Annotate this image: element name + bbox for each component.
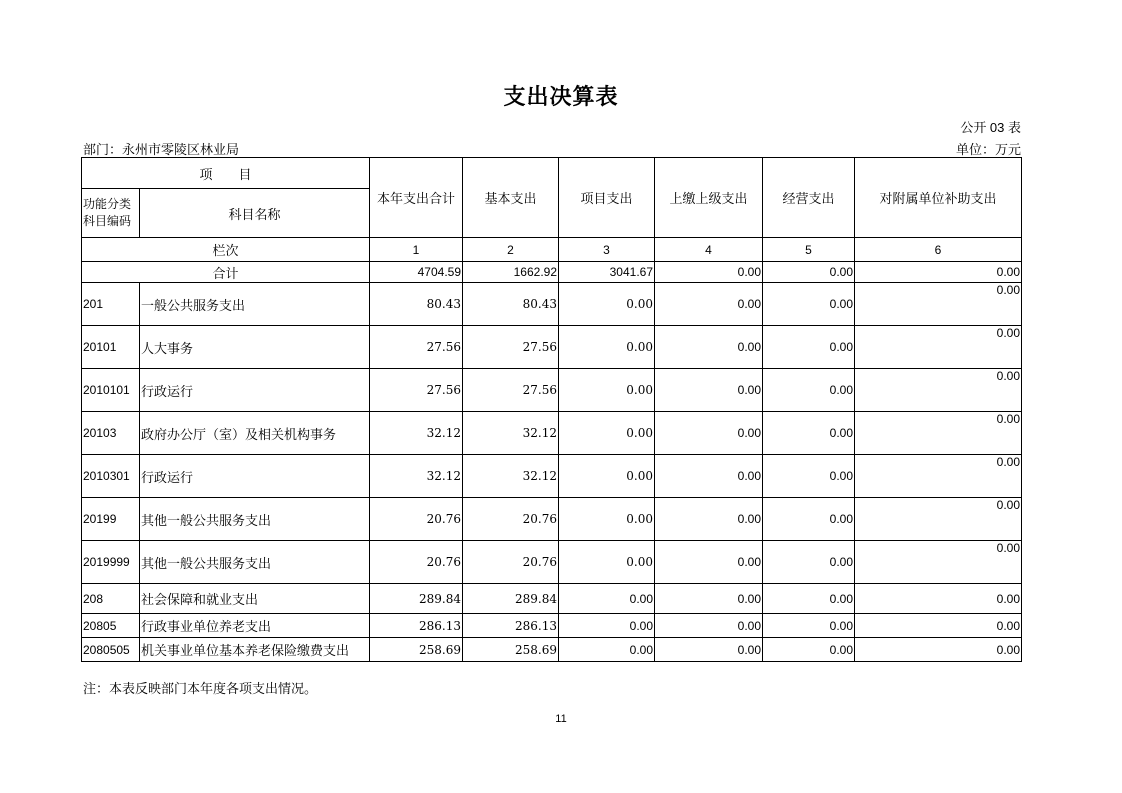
- row-value: 80.43: [463, 283, 559, 326]
- page-number: 11: [555, 713, 567, 725]
- col-num: 1: [370, 238, 463, 262]
- page-title: 支出决算表: [503, 84, 619, 110]
- row-value: 0.00: [855, 412, 1022, 455]
- row-value: 0.00: [655, 614, 763, 638]
- row-value: 0.00: [763, 498, 855, 541]
- row-value: 0.00: [655, 584, 763, 614]
- header-upper: 上缴上级支出: [655, 158, 763, 238]
- table-row: [82, 283, 1022, 326]
- row-value: 0.00: [763, 584, 855, 614]
- row-value: 0.00: [763, 369, 855, 412]
- row-code: 208: [82, 584, 140, 614]
- footnote: 注：本表反映部门本年度各项支出情况。: [83, 682, 318, 697]
- row-value: 0.00: [655, 412, 763, 455]
- row-value: 80.43: [370, 283, 463, 326]
- row-value: 0.00: [763, 412, 855, 455]
- header-subject-name: 科目名称: [140, 189, 370, 238]
- row-value: 0.00: [763, 541, 855, 584]
- row-value: 0.00: [763, 638, 855, 662]
- row-value: 0.00: [763, 326, 855, 369]
- row-value: 0.00: [855, 541, 1022, 584]
- row-code: 2080505: [82, 638, 140, 662]
- row-name: 行政运行: [140, 455, 370, 498]
- row-value: 0.00: [763, 283, 855, 326]
- row-value: 27.56: [463, 369, 559, 412]
- row-name: 政府办公厅（室）及相关机构事务: [140, 412, 370, 455]
- row-code: 20805: [82, 614, 140, 638]
- col-num: 3: [559, 238, 655, 262]
- totals-value: 1662.92: [463, 262, 559, 283]
- row-value: 0.00: [655, 326, 763, 369]
- row-value: 0.00: [655, 638, 763, 662]
- header-col-order: 栏次: [82, 238, 370, 262]
- table-row: [82, 541, 1022, 584]
- row-code: 20101: [82, 326, 140, 369]
- row-value: 20.76: [463, 541, 559, 584]
- row-value: 258.69: [370, 638, 463, 662]
- header-business: 经营支出: [763, 158, 855, 238]
- row-value: 0.00: [559, 455, 655, 498]
- form-number: 公开 03 表: [960, 120, 1021, 135]
- row-code: 201: [82, 283, 140, 326]
- row-value: 286.13: [463, 614, 559, 638]
- department-label: 部门：永州市零陵区林业局: [83, 143, 240, 158]
- row-value: 0.00: [855, 584, 1022, 614]
- row-name: 社会保障和就业支出: [140, 584, 370, 614]
- row-value: 27.56: [463, 326, 559, 369]
- row-value: 0.00: [559, 412, 655, 455]
- row-value: 0.00: [655, 498, 763, 541]
- header-project: 项目支出: [559, 158, 655, 238]
- header-subsidy: 对附属单位补助支出: [855, 158, 1022, 238]
- totals-row: [82, 262, 1022, 283]
- row-name: 行政运行: [140, 369, 370, 412]
- row-value: 0.00: [559, 283, 655, 326]
- table-row: [82, 638, 1022, 662]
- totals-value: 0.00: [855, 262, 1022, 283]
- col-num: 5: [763, 238, 855, 262]
- col-num: 6: [855, 238, 1022, 262]
- row-code: 20199: [82, 498, 140, 541]
- row-value: 0.00: [855, 498, 1022, 541]
- row-value: 258.69: [463, 638, 559, 662]
- header-total: 本年支出合计: [370, 158, 463, 238]
- table-row: [82, 326, 1022, 369]
- totals-value: 4704.59: [370, 262, 463, 283]
- totals-value: 3041.67: [559, 262, 655, 283]
- row-value: 0.00: [655, 455, 763, 498]
- row-value: 32.12: [463, 412, 559, 455]
- row-value: 0.00: [559, 369, 655, 412]
- expenditure-table: [81, 157, 1022, 662]
- row-value: 0.00: [655, 283, 763, 326]
- totals-label: 合计: [82, 262, 370, 283]
- row-name: 其他一般公共服务支出: [140, 498, 370, 541]
- row-name: 人大事务: [140, 326, 370, 369]
- row-value: 0.00: [855, 638, 1022, 662]
- totals-value: 0.00: [655, 262, 763, 283]
- row-value: 0.00: [855, 283, 1022, 326]
- row-value: 0.00: [855, 614, 1022, 638]
- row-name: 机关事业单位基本养老保险缴费支出: [140, 638, 370, 662]
- row-value: 32.12: [370, 412, 463, 455]
- header-basic: 基本支出: [463, 158, 559, 238]
- row-value: 289.84: [370, 584, 463, 614]
- table-row: [82, 369, 1022, 412]
- row-value: 286.13: [370, 614, 463, 638]
- row-code: 20103: [82, 412, 140, 455]
- row-name: 行政事业单位养老支出: [140, 614, 370, 638]
- row-code: 2019999: [82, 541, 140, 584]
- row-value: 20.76: [370, 541, 463, 584]
- row-code: 2010301: [82, 455, 140, 498]
- table-row: [82, 412, 1022, 455]
- row-value: 0.00: [559, 584, 655, 614]
- row-value: 27.56: [370, 369, 463, 412]
- totals-value: 0.00: [763, 262, 855, 283]
- row-value: 32.12: [463, 455, 559, 498]
- row-value: 0.00: [855, 455, 1022, 498]
- table-row: [82, 614, 1022, 638]
- row-value: 0.00: [855, 369, 1022, 412]
- table-row: [82, 584, 1022, 614]
- row-value: 0.00: [559, 541, 655, 584]
- col-num: 2: [463, 238, 559, 262]
- row-value: 0.00: [559, 614, 655, 638]
- row-code: 2010101: [82, 369, 140, 412]
- row-name: 其他一般公共服务支出: [140, 541, 370, 584]
- row-value: 27.56: [370, 326, 463, 369]
- col-num: 4: [655, 238, 763, 262]
- row-value: 0.00: [763, 614, 855, 638]
- table-row: [82, 498, 1022, 541]
- row-value: 0.00: [559, 498, 655, 541]
- row-value: 0.00: [559, 326, 655, 369]
- row-value: 0.00: [655, 369, 763, 412]
- row-value: 20.76: [370, 498, 463, 541]
- row-value: 0.00: [763, 455, 855, 498]
- row-value: 20.76: [463, 498, 559, 541]
- row-value: 289.84: [463, 584, 559, 614]
- row-value: 32.12: [370, 455, 463, 498]
- header-item: 项 目: [82, 158, 370, 189]
- row-value: 0.00: [559, 638, 655, 662]
- row-value: 0.00: [855, 326, 1022, 369]
- header-func-code: 功能分类科目编码: [82, 189, 140, 238]
- row-name: 一般公共服务支出: [140, 283, 370, 326]
- table-row: [82, 455, 1022, 498]
- unit-label: 单位：万元: [955, 143, 1021, 158]
- row-value: 0.00: [655, 541, 763, 584]
